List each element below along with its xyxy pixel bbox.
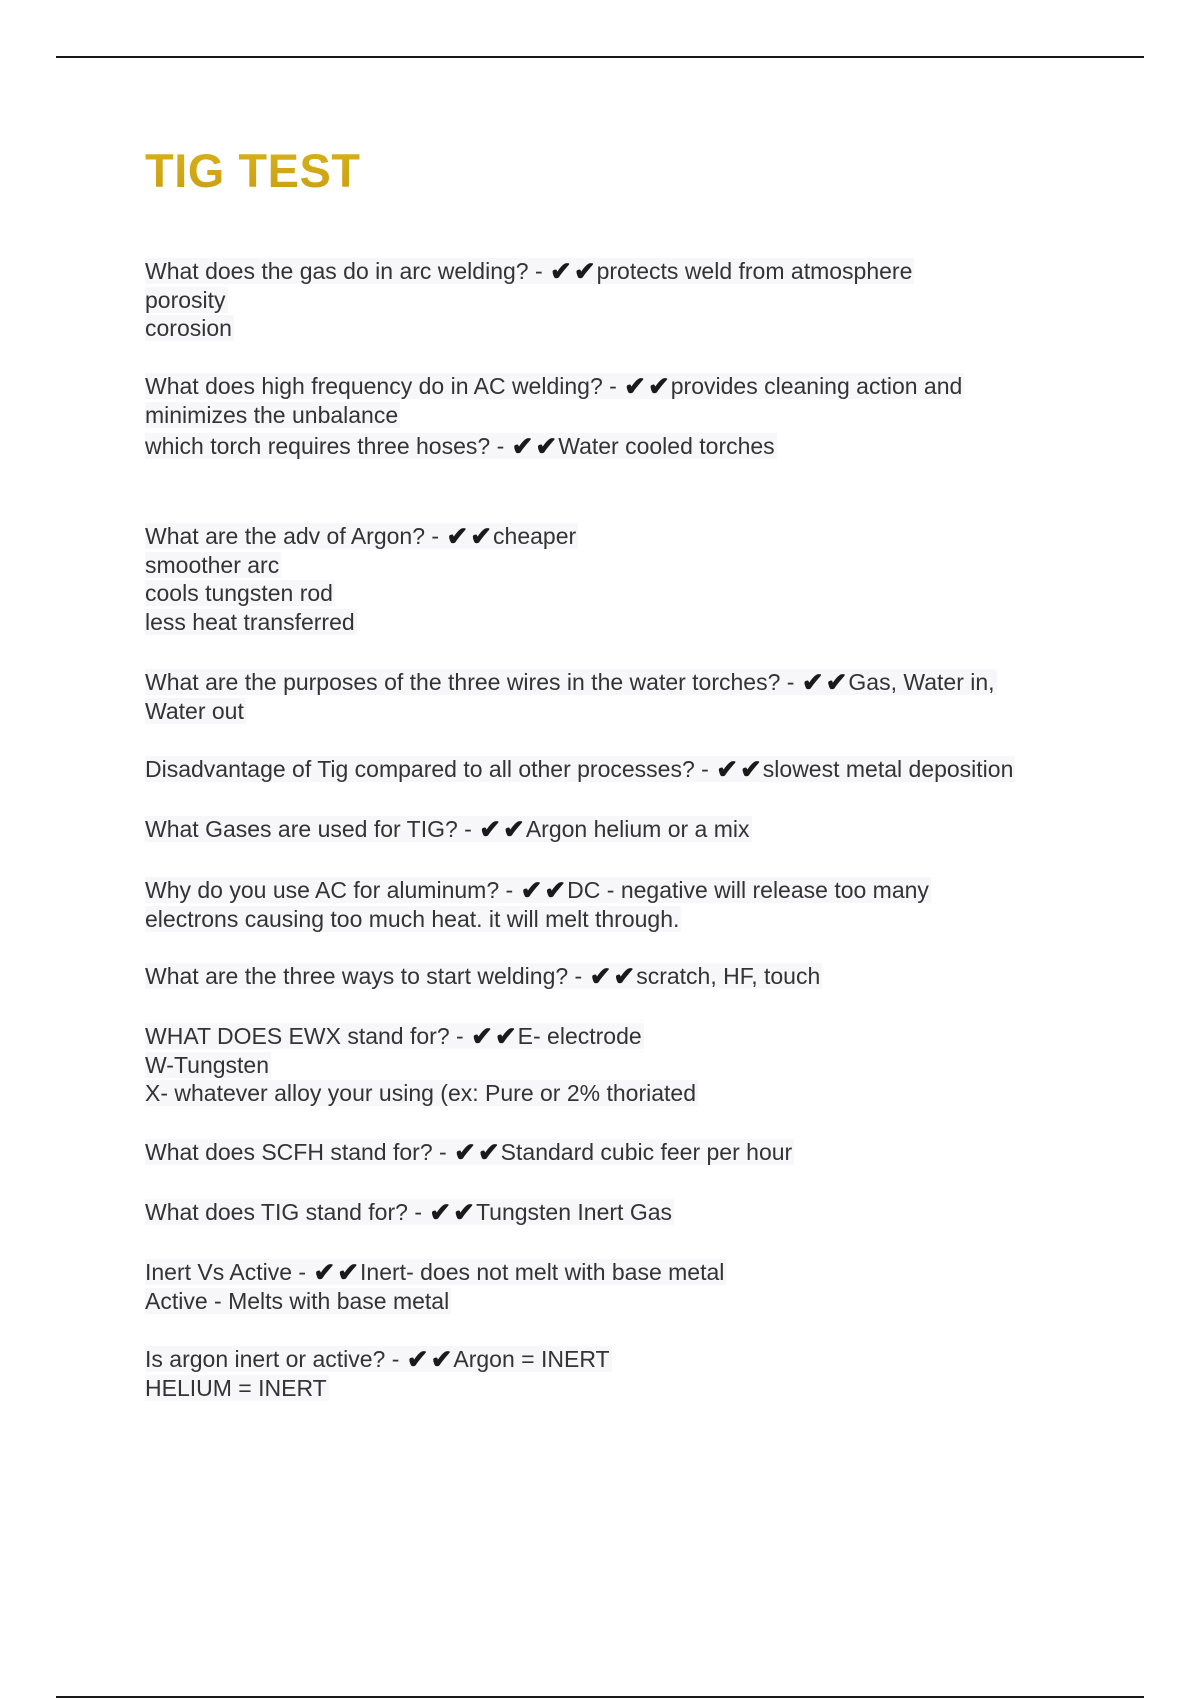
answer-text: Inert- does not melt with base metal	[360, 1259, 725, 1285]
checkmark-icon: ✔	[453, 1197, 475, 1227]
answer-continuation-text: less heat transferred	[145, 608, 355, 635]
answer-continuation-line	[145, 1079, 698, 1108]
question-text: Is argon inert or active? -	[145, 1346, 400, 1372]
question-text: WHAT DOES EWX stand for? -	[145, 1023, 464, 1049]
answer-text: Gas, Water in,	[848, 669, 995, 695]
qa-line-highlight	[145, 877, 931, 903]
question-text: Inert Vs Active -	[145, 1259, 307, 1285]
checkmark-icon: ✔	[471, 1021, 493, 1051]
qa-item	[145, 815, 752, 844]
qa-line-highlight	[145, 373, 964, 399]
checkmark-icon: ✔	[313, 1257, 336, 1287]
qa-first-line	[145, 876, 931, 905]
qa-first-line	[145, 815, 752, 844]
answer-continuation-line	[145, 314, 914, 343]
answer-continuation-line	[145, 1374, 612, 1403]
qa-item	[145, 668, 997, 725]
qa-line-highlight	[145, 1259, 726, 1285]
checkmark-icon: ✔	[511, 431, 534, 461]
qa-line-highlight	[145, 523, 578, 549]
answer-continuation-line	[145, 286, 914, 315]
answer-continuation-text: Water out	[145, 697, 244, 724]
checkmark-icon: ✔	[337, 1257, 360, 1287]
answer-text: E- electrode	[517, 1023, 642, 1049]
qa-item	[145, 1022, 698, 1108]
qa-item	[145, 1198, 674, 1227]
answer-text: Water cooled torches	[558, 433, 775, 459]
question-text: which torch requires three hoses? -	[145, 433, 505, 459]
answer-continuation-text: Active - Melts with base metal	[145, 1287, 450, 1314]
checkmark-icon: ✔	[406, 1344, 429, 1374]
checkmark-icon: ✔	[801, 667, 824, 697]
answer-continuation-text: smoother arc	[145, 551, 280, 578]
qa-item	[145, 962, 822, 991]
checkmark-icon: ✔	[454, 1137, 476, 1167]
checkmark-icon: ✔	[825, 667, 848, 697]
question-text: What does high frequency do in AC welding? -	[145, 373, 617, 399]
qa-line-highlight	[145, 756, 1015, 782]
qa-first-line	[145, 668, 997, 697]
checkmark-icon: ✔	[520, 875, 543, 905]
checkmark-icon: ✔	[544, 875, 567, 905]
answer-text: slowest metal deposition	[762, 756, 1014, 782]
answer-continuation-text: electrons causing too much heat. it will melt through.	[145, 905, 680, 932]
qa-item	[145, 1258, 726, 1315]
qa-line-highlight	[145, 1139, 794, 1165]
qa-line-highlight	[145, 816, 752, 842]
qa-item	[145, 522, 578, 636]
qa-item	[145, 257, 914, 343]
checkmark-icon: ✔	[494, 1021, 517, 1051]
checkmark-icon: ✔	[550, 256, 572, 286]
answer-text: scratch, HF, touch	[636, 963, 821, 989]
qa-item	[145, 876, 931, 933]
answer-continuation-text: W-Tungsten	[145, 1051, 269, 1078]
answer-continuation-line	[145, 401, 964, 430]
qa-line-highlight	[145, 1023, 644, 1049]
answer-text: DC - negative will release too many	[567, 877, 929, 903]
checkmark-icon: ✔	[740, 754, 762, 784]
checkmark-icon: ✔	[716, 754, 738, 784]
checkmark-icon: ✔	[535, 431, 558, 461]
checkmark-icon: ✔	[613, 961, 636, 991]
qa-first-line	[145, 755, 1015, 784]
question-text: What does TIG stand for? -	[145, 1199, 422, 1225]
qa-line-highlight	[145, 669, 997, 695]
question-text: What does the gas do in arc welding? -	[145, 258, 543, 284]
answer-continuation-text: cools tungsten rod	[145, 580, 333, 606]
qa-first-line	[145, 1198, 674, 1227]
qa-line-highlight	[145, 1346, 612, 1372]
checkmark-icon: ✔	[647, 371, 670, 401]
qa-first-line	[145, 372, 964, 401]
answer-continuation-text: HELIUM = INERT	[145, 1374, 327, 1401]
question-text: Why do you use AC for aluminum? -	[145, 877, 514, 903]
bottom-rule	[56, 1696, 1144, 1698]
answer-continuation-line	[145, 1051, 698, 1080]
checkmark-icon: ✔	[624, 371, 646, 401]
checkmark-icon: ✔	[446, 521, 469, 551]
page-title: TIG TEST	[145, 144, 361, 197]
qa-first-line	[145, 1138, 794, 1167]
answer-text: provides cleaning action and	[670, 373, 963, 399]
checkmark-icon: ✔	[589, 961, 612, 991]
qa-line-highlight	[145, 1199, 674, 1225]
qa-item	[145, 372, 964, 429]
question-text: What are the three ways to start welding? -	[145, 963, 583, 989]
answer-text: cheaper	[493, 523, 577, 549]
question-text: What are the purposes of the three wires in the water torches? -	[145, 669, 795, 695]
answer-continuation-line	[145, 579, 578, 608]
checkmark-icon: ✔	[573, 256, 596, 286]
question-text: What Gases are used for TIG? -	[145, 816, 472, 842]
qa-first-line	[145, 962, 822, 991]
qa-item	[145, 1138, 794, 1167]
answer-text: protects weld from atmosphere	[596, 258, 913, 284]
checkmark-icon: ✔	[470, 521, 493, 551]
qa-first-line	[145, 432, 777, 461]
checkmark-icon: ✔	[429, 1197, 452, 1227]
qa-first-line	[145, 1022, 698, 1051]
qa-item	[145, 755, 1015, 784]
answer-continuation-text: porosity	[145, 286, 226, 313]
answer-continuation-line	[145, 608, 578, 637]
qa-first-line	[145, 522, 578, 551]
qa-first-line	[145, 1258, 726, 1287]
answer-text: Argon = INERT	[453, 1346, 610, 1372]
qa-first-line	[145, 257, 914, 286]
top-rule	[56, 56, 1144, 58]
answer-text: Tungsten Inert Gas	[475, 1199, 672, 1225]
answer-text: Argon helium or a mix	[525, 816, 750, 842]
answer-continuation-line	[145, 905, 931, 934]
answer-continuation-text: corosion	[145, 315, 232, 341]
checkmark-icon: ✔	[477, 1137, 500, 1167]
qa-item	[145, 432, 777, 461]
question-text: Disadvantage of Tig compared to all other processes? -	[145, 756, 709, 782]
answer-continuation-text: minimizes the unbalance	[145, 401, 399, 428]
qa-first-line	[145, 1345, 612, 1374]
answer-continuation-line	[145, 551, 578, 580]
qa-line-highlight	[145, 963, 822, 989]
qa-item	[145, 1345, 612, 1402]
checkmark-icon: ✔	[503, 814, 525, 844]
answer-continuation-line	[145, 697, 997, 726]
answer-continuation-text: X- whatever alloy your using (ex: Pure or 2% thoriated	[145, 1080, 696, 1106]
question-text: What does SCFH stand for? -	[145, 1139, 447, 1165]
checkmark-icon: ✔	[479, 814, 502, 844]
question-text: What are the adv of Argon? -	[145, 523, 440, 549]
qa-line-highlight	[145, 433, 777, 459]
checkmark-icon: ✔	[430, 1344, 453, 1374]
answer-continuation-line	[145, 1287, 726, 1316]
answer-text: Standard cubic feer per hour	[500, 1139, 793, 1165]
qa-line-highlight	[145, 258, 914, 284]
